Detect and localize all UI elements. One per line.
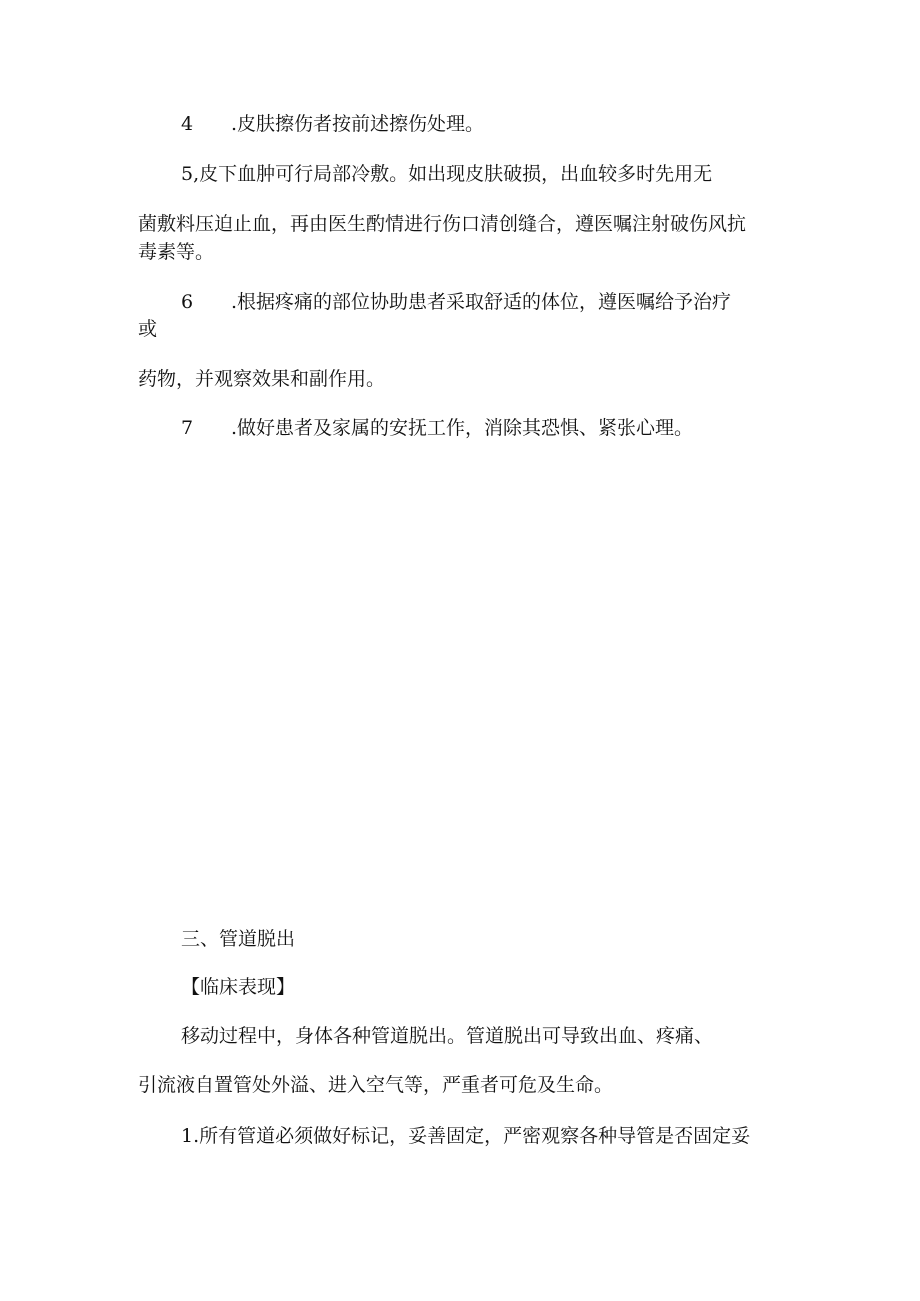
item-6 (181, 290, 731, 314)
item-4-number: 4 (181, 113, 194, 135)
item-6-line-3: 药物，并观察效果和副作用。 (138, 368, 386, 390)
paragraph-line-1: 移动过程中，身体各种管道脱出。管道脱出可导致出血、疼痛、 (181, 1025, 714, 1047)
item-7-text: .做好患者及家属的安抚工作，消除其恐惧、紧张心理。 (231, 417, 694, 439)
item-4 (181, 112, 484, 136)
item-6-number: 6 (181, 291, 194, 313)
item-6-text: .根据疼痛的部位协助患者采取舒适的体位，遵医嘱给予治疗 (231, 291, 732, 313)
item-5-line-3: 毒素等。 (138, 241, 215, 263)
measure-item-1: 1.所有管道必须做好标记，妥善固定，严密观察各种导管是否固定妥 (181, 1125, 751, 1147)
item-7-number: 7 (181, 417, 194, 439)
item-6-line-2: 或 (138, 318, 158, 340)
section-three-heading: 三、管道脱出 (181, 928, 296, 950)
item-4-text: .皮肤擦伤者按前述擦伤处理。 (231, 113, 485, 135)
item-5-line-2: 菌敷料压迫止血，再由医生酌情进行伤口清创缝合，遵医嘱注射破伤风抗 (138, 213, 747, 235)
clinical-manifestation-subheading: 【临床表现】 (181, 976, 296, 998)
item-7 (181, 416, 693, 440)
item-5-line-1: 5,皮下血肿可行局部冷敷。如出现皮肤破损，出血较多时先用无 (181, 163, 713, 185)
paragraph-line-2: 引流液自置管处外溢、进入空气等，严重者可危及生命。 (138, 1074, 614, 1096)
